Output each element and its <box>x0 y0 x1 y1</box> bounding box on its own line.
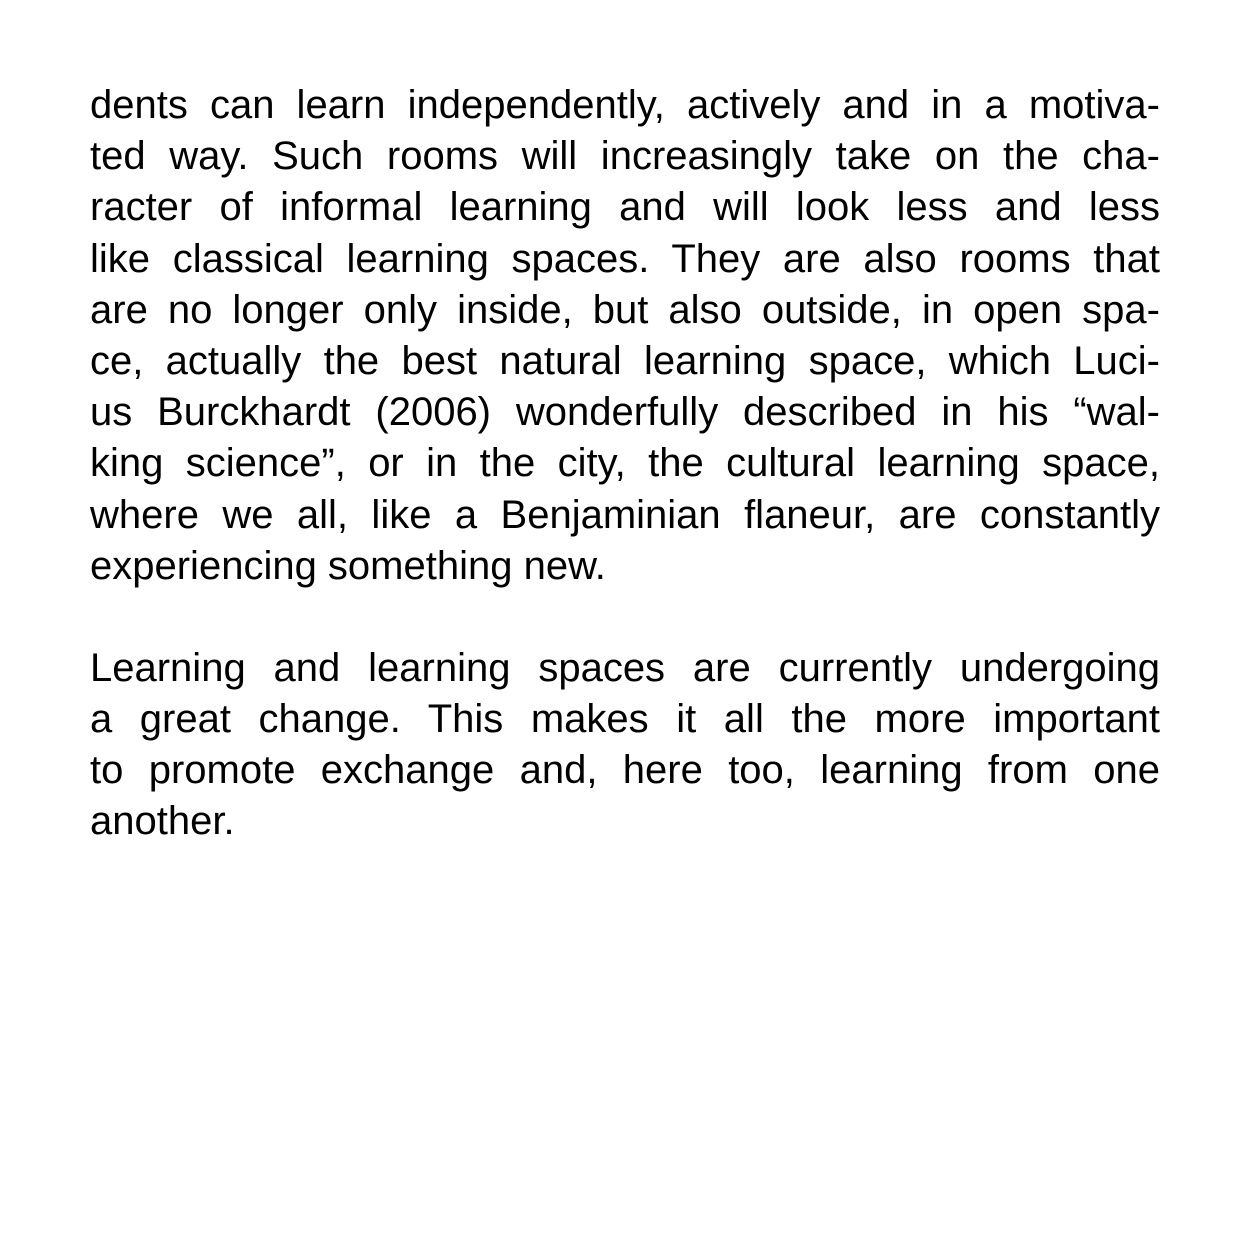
text-line: are no longer only inside, but also outside, in open spa- <box>90 287 1160 332</box>
paragraph-2 <box>90 643 1160 848</box>
text-line: like classical learning spaces. They are also rooms that <box>90 236 1160 281</box>
text-line: king science”, or in the city, the cultural learning space, <box>90 441 1160 486</box>
text-line: Learning and learning spaces are currently undergoing <box>90 645 1160 690</box>
text-line: experiencing something new. <box>90 543 606 588</box>
text-line: a great change. This makes it all the more important <box>90 697 1160 742</box>
paragraph-1 <box>90 80 1160 592</box>
text-line: to promote exchange and, here too, learning from one <box>90 748 1160 793</box>
text-line: dents can learn independently, actively and in a motiva- <box>90 83 1160 127</box>
text-line: racter of informal learning and will look less and less <box>90 185 1160 230</box>
text-line: another. <box>90 799 235 844</box>
text-line: us Burckhardt (2006) wonderfully described in his “wal- <box>90 390 1160 435</box>
text-line: ce, actually the best natural learning space, which Luci- <box>90 338 1160 383</box>
page-body <box>90 80 1160 848</box>
text-line: ted way. Such rooms will increasingly take on the cha- <box>90 134 1160 179</box>
text-line: where we all, like a Benjaminian flaneur, are constantly <box>90 492 1160 537</box>
